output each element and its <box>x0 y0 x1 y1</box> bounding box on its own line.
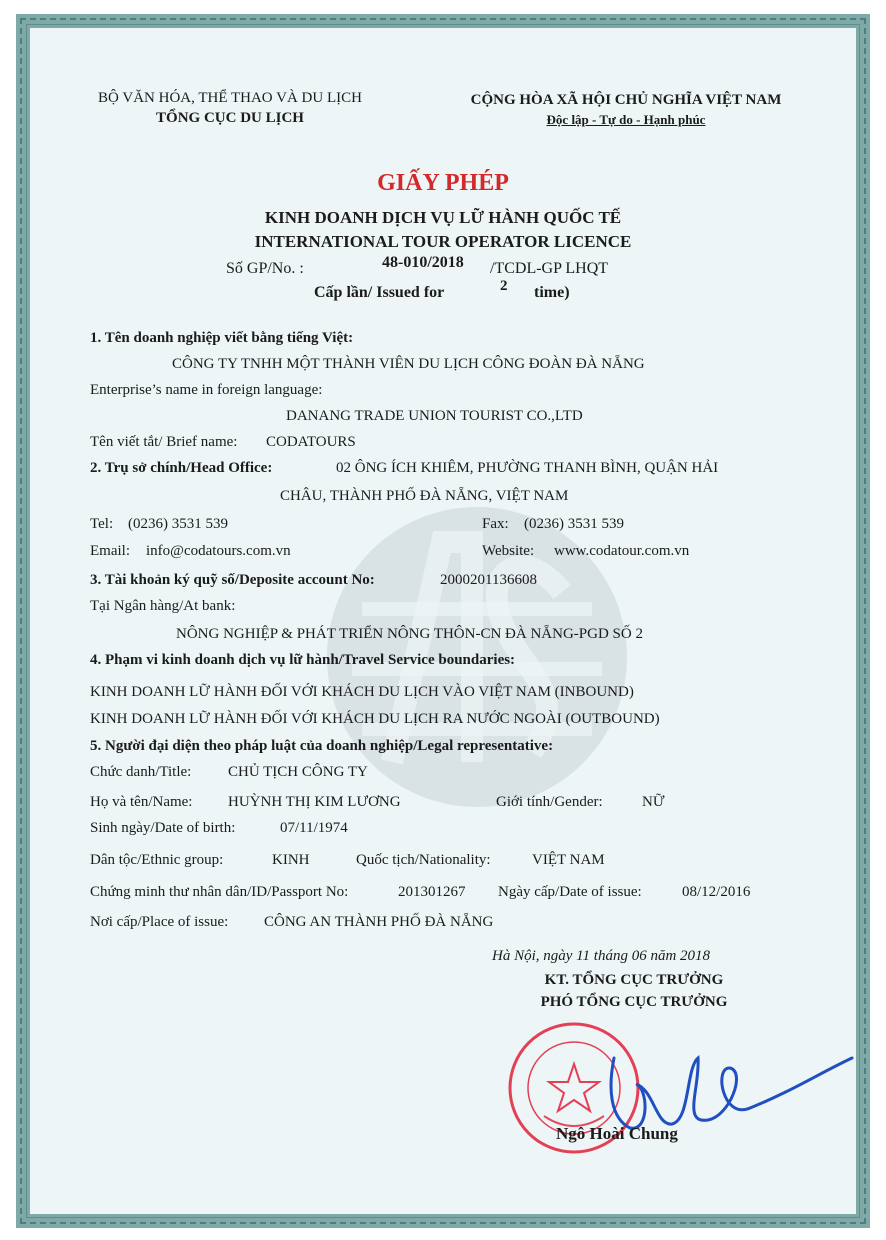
signer-role-2: PHÓ TỔNG CỤC TRƯỞNG <box>540 994 728 1010</box>
ministry-name: BỘ VĂN HÓA, THỂ THAO VÀ DU LỊCH <box>98 90 362 106</box>
license-number-label: Số GP/No. : <box>226 260 304 277</box>
tel-value: (0236) 3531 539 <box>128 516 228 532</box>
rep-nationality-value: VIỆT NAM <box>532 852 605 868</box>
rep-ethnic-label: Dân tộc/Ethnic group: <box>90 852 224 868</box>
section1-heading: 1. Tên doanh nghiệp viết bằng tiếng Việt: <box>90 330 354 346</box>
license-document <box>30 28 856 1212</box>
rep-gender-label: Giới tính/Gender: <box>496 794 603 810</box>
rep-dob-value: 07/11/1974 <box>280 820 348 836</box>
national-motto: Độc lập - Tự do - Hạnh phúc <box>546 112 706 127</box>
bank-label: Tại Ngân hàng/At bank: <box>90 598 236 614</box>
rep-title-label: Chức danh/Title: <box>90 764 192 780</box>
enterprise-name-en: DANANG TRADE UNION TOURIST CO.,LTD <box>286 408 583 424</box>
rep-place-label: Nơi cấp/Place of issue: <box>90 914 229 930</box>
fax-label: Fax: <box>482 516 509 532</box>
foreign-name-label: Enterprise’s name in foreign language: <box>90 382 323 398</box>
license-number-value: 48-010/2018 <box>382 254 464 271</box>
section2-heading: 2. Trụ sở chính/Head Office: <box>90 460 273 476</box>
deposit-account-value: 2000201136608 <box>440 572 537 588</box>
rep-issue-date-label: Ngày cấp/Date of issue: <box>498 884 642 900</box>
website-value: www.codatour.com.vn <box>554 543 690 559</box>
title-line-en: INTERNATIONAL TOUR OPERATOR LICENCE <box>254 232 632 251</box>
fax-value: (0236) 3531 539 <box>524 516 624 532</box>
rep-nationality-label: Quốc tịch/Nationality: <box>356 852 491 868</box>
section5-heading: 5. Người đại diện theo pháp luật của doanh nghiệp/Legal representative: <box>90 738 554 754</box>
department-name: TỔNG CỤC DU LỊCH <box>156 110 304 126</box>
rep-name-value: HUỲNH THỊ KIM LƯƠNG <box>228 794 401 810</box>
document-title: GIẤY PHÉP <box>377 170 509 196</box>
issued-for-value: 2 <box>500 278 508 294</box>
scope-outbound: KINH DOANH LỮ HÀNH ĐỐI VỚI KHÁCH DU LỊCH RA NƯỚC NGOÀI (OUTBOUND) <box>90 711 660 727</box>
tel-label: Tel: <box>90 516 114 532</box>
enterprise-name-vn: CÔNG TY TNHH MỘT THÀNH VIÊN DU LỊCH CÔNG ĐOÀN ĐÀ NẴNG <box>172 356 645 372</box>
email-value: info@codatours.com.vn <box>146 543 291 559</box>
rep-id-label: Chứng minh thư nhân dân/ID/Passport No: <box>90 884 349 900</box>
rep-title-value: CHỦ TỊCH CÔNG TY <box>228 764 368 780</box>
website-label: Website: <box>482 543 535 559</box>
scope-inbound: KINH DOANH LỮ HÀNH ĐỐI VỚI KHÁCH DU LỊCH VÀO VIỆT NAM (INBOUND) <box>90 684 634 700</box>
brief-name-value: CODATOURS <box>266 434 356 450</box>
address-line1: 02 ÔNG ÍCH KHIÊM, PHƯỜNG THANH BÌNH, QUẬN HẢI <box>336 460 719 476</box>
rep-name-label: Họ và tên/Name: <box>90 794 193 810</box>
issued-for-suffix: time) <box>534 284 570 301</box>
section3-heading: 3. Tài khoản ký quỹ số/Deposite account No: <box>90 572 375 588</box>
rep-place-value: CÔNG AN THÀNH PHỐ ĐÀ NẴNG <box>264 914 494 930</box>
rep-issue-date-value: 08/12/2016 <box>682 884 751 900</box>
rep-ethnic-value: KINH <box>272 852 310 868</box>
issued-for-label: Cấp lần/ Issued for <box>314 284 445 301</box>
bank-value: NÔNG NGHIỆP & PHÁT TRIỂN NÔNG THÔN-CN ĐÀ NẴNG-PGD SỐ 2 <box>176 626 643 642</box>
license-number-suffix: /TCDL-GP LHQT <box>490 260 609 277</box>
brief-name-label: Tên viết tắt/ Brief name: <box>90 434 238 450</box>
section4-heading: 4. Phạm vi kinh doanh dịch vụ lữ hành/Travel Service boundaries: <box>90 652 516 668</box>
signer-role-1: KT. TỔNG CỤC TRƯỞNG <box>544 972 724 988</box>
rep-gender-value: NỮ <box>642 794 665 810</box>
place-date: Hà Nội, ngày 11 tháng 06 năm 2018 <box>492 948 711 964</box>
rep-id-value: 201301267 <box>398 884 466 900</box>
republic-name: CỘNG HÒA XÃ HỘI CHỦ NGHĨA VIỆT NAM <box>470 92 782 108</box>
email-label: Email: <box>90 543 130 559</box>
title-line-vn: KINH DOANH DỊCH VỤ LỮ HÀNH QUỐC TẾ <box>264 208 622 227</box>
address-line2: CHÂU, THÀNH PHỐ ĐÀ NẴNG, VIỆT NAM <box>280 488 569 504</box>
signer-name: Ngô Hoài Chung <box>556 1124 678 1143</box>
rep-dob-label: Sinh ngày/Date of birth: <box>90 820 236 836</box>
